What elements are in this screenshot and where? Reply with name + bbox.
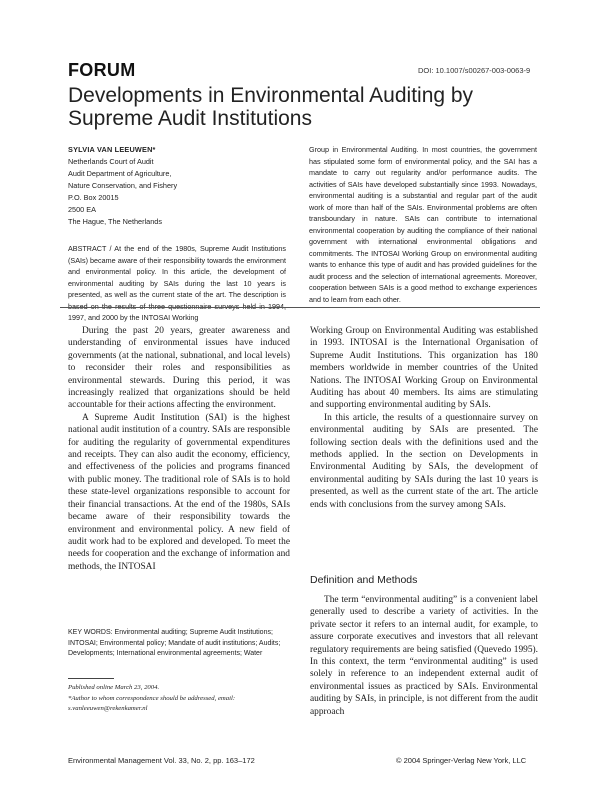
body-paragraph: The term “environmental auditing” is a convenient label generally used to describe a variety of activities. In the private sector it refers to an internal audit, for example, to assure corporate executives and investors that all relevant regulatory requirements are being satisfied (Quevedo 1995). In this context, the term “environmental auditing” is used solely in reference to an independent external audit of environmental issues as practiced by SAIs. Environmental auditing by SAIs, in principle, is not different from the audit approach (310, 595, 538, 717)
affiliation-line: 2500 EA (68, 205, 96, 214)
published-date: Published online March 23, 2004. (68, 684, 160, 691)
doi[interactable]: DOI: 10.1007/s00267-003-0063-9 (418, 66, 531, 75)
abstract-left: ABSTRACT / At the end of the 1980s, Supreme Audit Institutions (SAIs) became aware of their responsibility towards the environment and environmental policy. In this article, the development of environmental auditing by SAIs during the last 10 years is presented, as well as the current state of the art. The description is based on the results of three questionnaire surveys held in 1994, 1997, and 2000 by the INTOSAI Working (68, 244, 286, 322)
body-column-right (310, 325, 538, 511)
body-paragraph: During the past 20 years, greater awareness and understanding of environmental issues have induced governments (at the national, subnational, and local levels) to reconsider their roles and responsibilities as environmental stewards. During this period, it was increasingly realized that organizations should be held accountable for their actions affecting the environment. (68, 326, 290, 411)
author-block (68, 144, 288, 228)
body-column-right-section (310, 594, 538, 718)
affiliation-line: Netherlands Court of Audit (68, 157, 154, 166)
body-column-left (68, 325, 290, 573)
body-paragraph: A Supreme Audit Institution (SAI) is the highest national audit institution of a country. SAIs are responsible for auditing the regularity of governmental expenditures and receipts. They can also audit the economy, efficiency, and effectiveness of the policies and programs financed with public money. The traditional role of SAIs is to hold these state-level organizations responsible to account for their financial transactions. At the end of the 1980s, SAIs became aware of their responsibility towards the environment and environmental policy. A new field of audit work had to be explored and developed. To meet the needs for cooperation and the exchange of information and methods, the INTOSAI (68, 412, 290, 572)
article-title: Developments in Environmental Auditing by Supreme Audit Institutions (68, 84, 474, 130)
section-heading: Definition and Methods (310, 574, 418, 586)
body-paragraph: In this article, the results of a questionnaire survey on environmental auditing by SAIs are presented. The following section deals with the definitions used and the methods applied. In the section on Developments in Environmental Auditing by SAIs, the development of environmental auditing by SAIs during the last 10 years is presented, as well as the current state of the art. The article ends with conclusions from the survey among SAIs. (310, 412, 538, 510)
footnote-divider (68, 678, 114, 679)
affiliation-line: Audit Department of Agriculture, (68, 169, 172, 178)
correspondence-note: *Author to whom correspondence should be addressed, email: s.vanleeuwen@rekenkamer.nl (68, 694, 236, 712)
author-name: SYLVIA VAN LEEUWEN* (68, 145, 156, 154)
affiliation-line: Nature Conservation, and Fishery (68, 181, 178, 190)
abstract-divider (60, 307, 540, 308)
footnotes (68, 683, 290, 715)
copyright: © 2004 Springer-Verlag New York, LLC (396, 756, 527, 765)
abstract-right: Group in Environmental Auditing. In most countries, the government has stipulated some form of environmental policy, and the SAI has a mandate to carry out regularity and/or performance audits. The activities of SAIs have developed substantially since 1993. Nowadays, environmental auditing is a substantial and regular part of the audit work of more than half of the SAIs. Environmental problems are often transboundary in nature. SAIs can contribute to international environmental cooperation by auditing the compliance of their national government with international environmental obligations and commitments. The INTOSAI Working Group on environmental auditing wants to enhance this type of audit and has provided guidelines for the audit process and the selection of international agreements. Moreover, cooperation between SAIs is a good method to exchange experiences and to learn from each other. (309, 145, 537, 304)
journal-citation: Environmental Management Vol. 33, No. 2, pp. 163–172 (68, 756, 255, 765)
body-paragraph: Working Group on Environmental Auditing was established in 1993. INTOSAI is the International Organisation of Supreme Audit Institutions. This organization has 180 members worldwide in member countries of the United Nations. The INTOSAI Working Group on Environmental Auditing has about 40 members. Its aims are stimulating and supporting environmental auditing by SAIs. (310, 326, 538, 411)
affiliation-line: P.O. Box 20015 (68, 193, 119, 202)
section-label: FORUM (68, 60, 136, 80)
keywords: KEY WORDS: Environmental auditing; Supreme Audit Institutions; INTOSAI; Environmental policy; Mandate of audit institutions; Audits; Developments; International environmental agreements; Water (68, 629, 281, 657)
affiliation-line: The Hague, The Netherlands (68, 217, 162, 226)
